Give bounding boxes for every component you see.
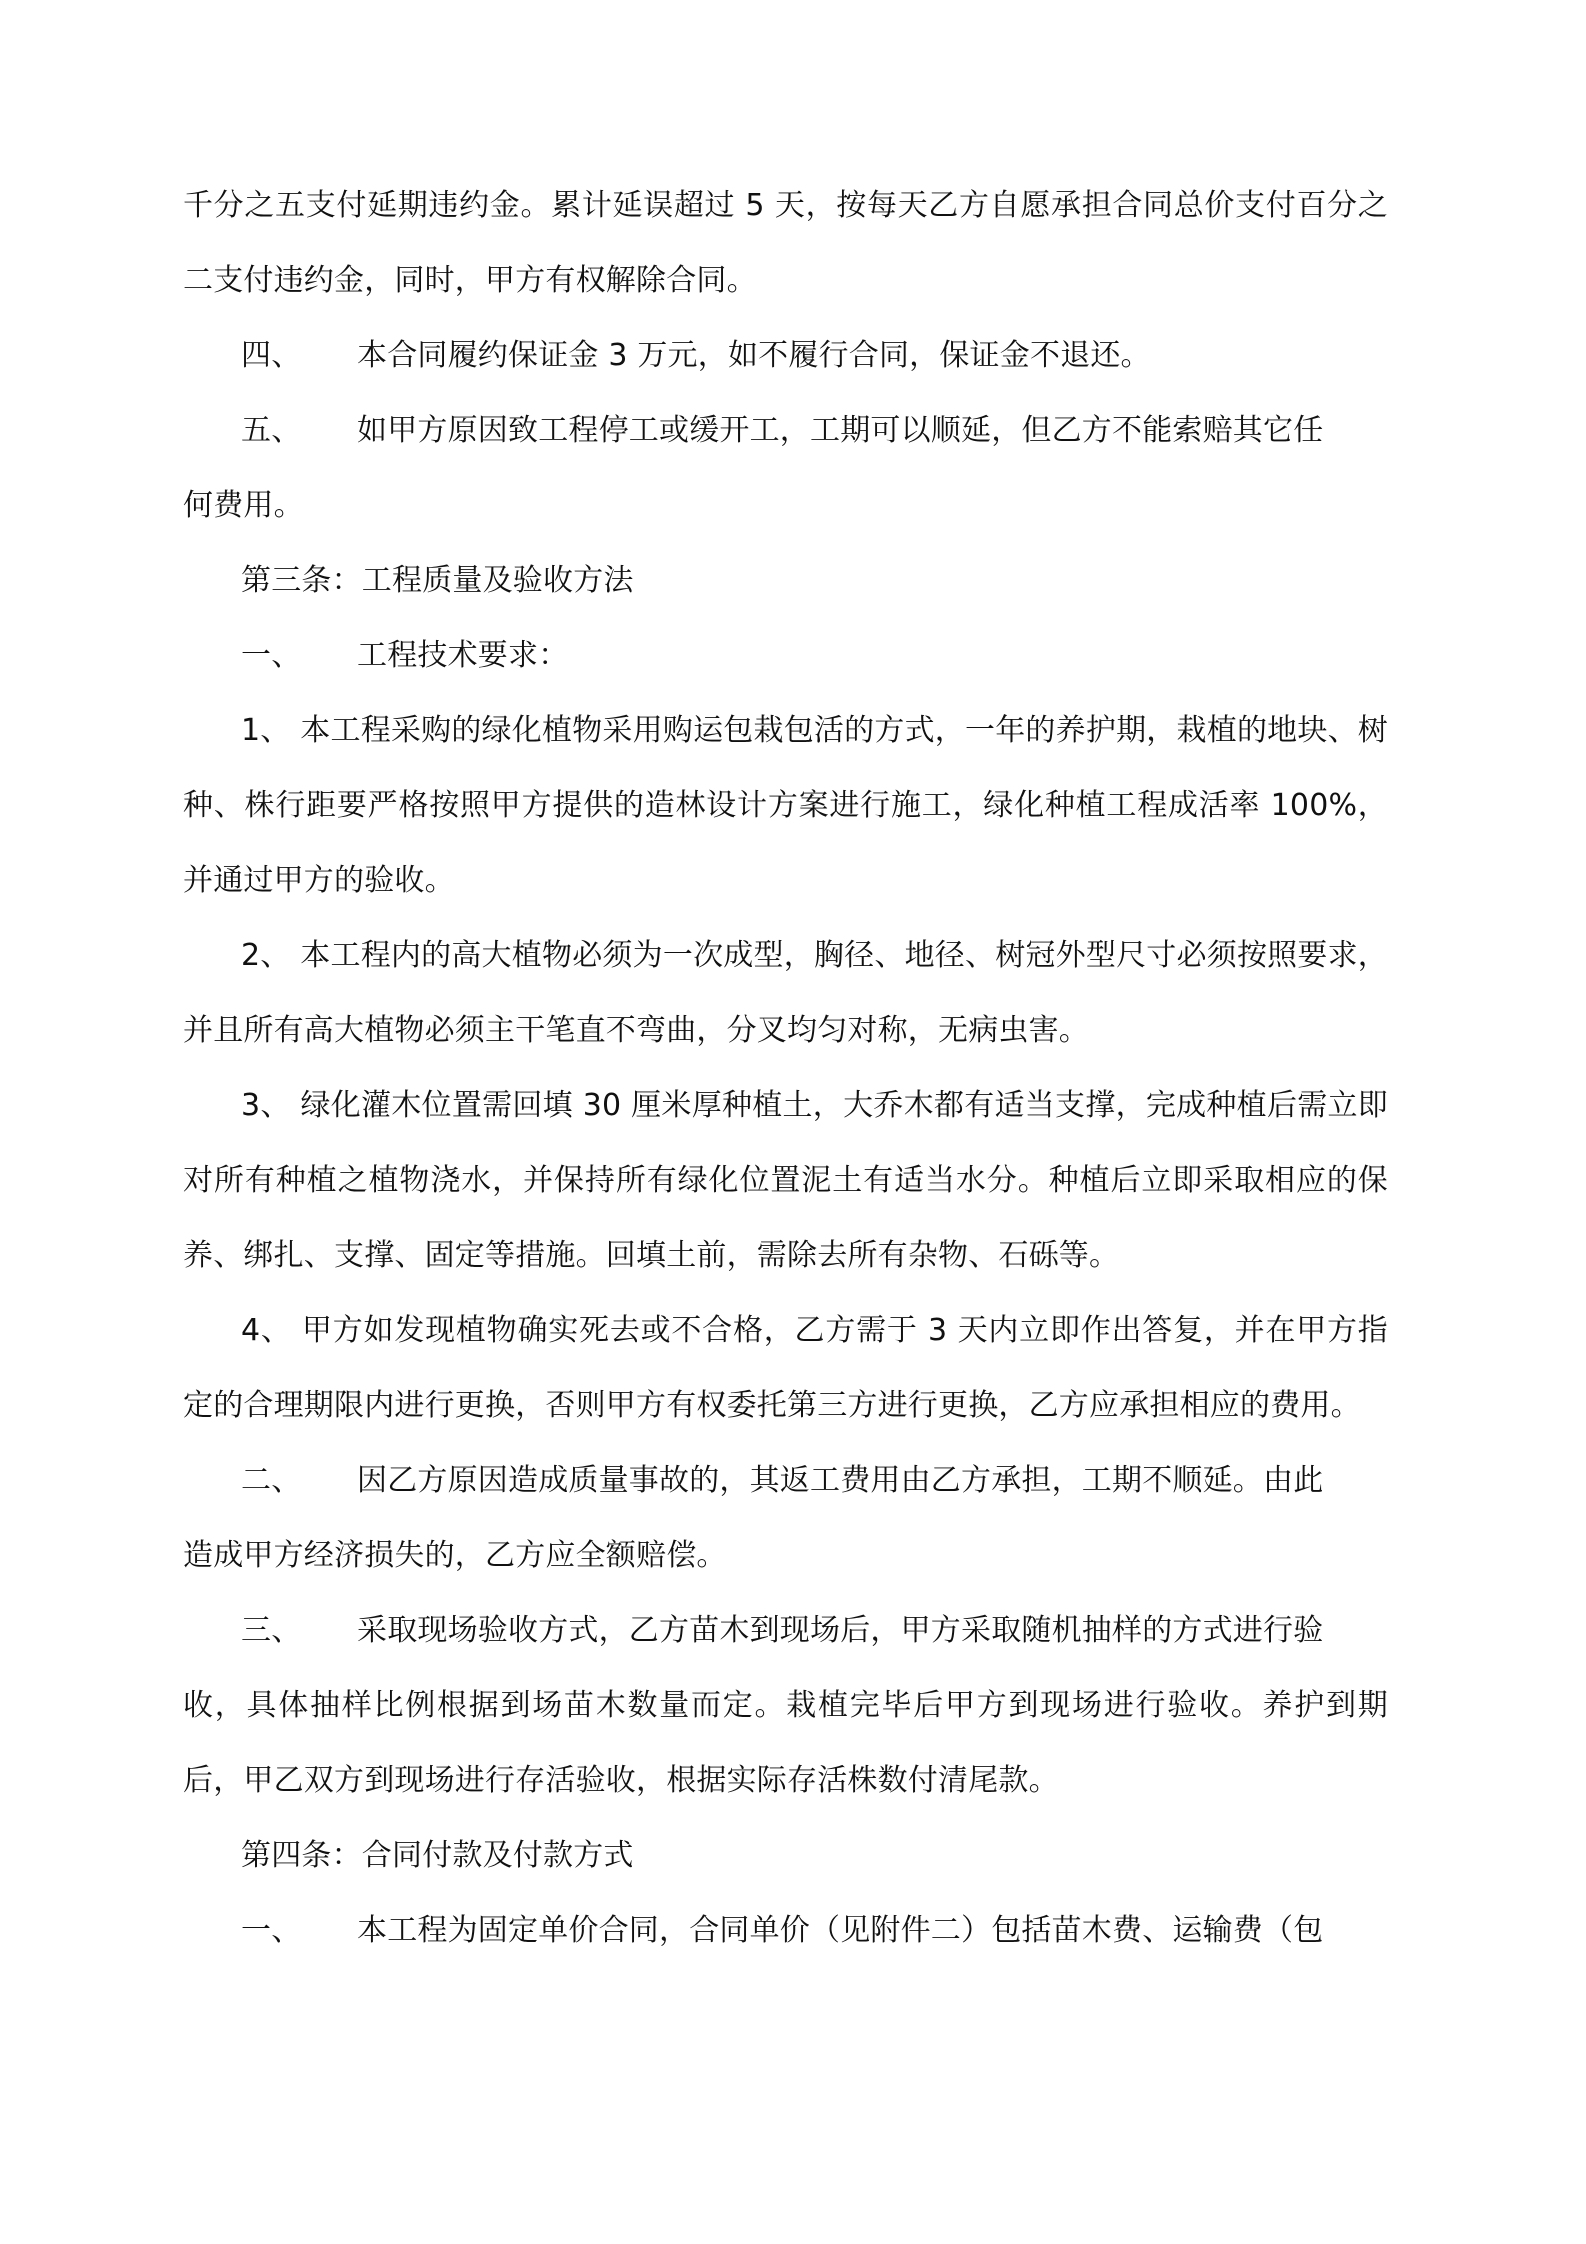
clause-number: 四、 [241,338,302,373]
clause-text: 工程技术要求： [357,638,569,673]
requirement-item-3: 3、 绿化灌木位置需回填 30 厘米厚种植土，大乔木都有适当支撑，完成种植后需立即对所有种植之植物浇水，并保持所有绿化位置泥土有适当水分。种植后立即采取相应的保养、绑扎、支撑、固定等措施。回填土前，需除去所有杂物、石砾等。 [183,1088,1388,1273]
requirement-item-2: 2、 本工程内的高大植物必须为一次成型，胸径、地径、树冠外型尺寸必须按照要求，并且所有高大植物必须主干笔直不弯曲，分叉均匀对称，无病虫害。 [183,938,1388,1048]
clause-two-quality-accident [183,1443,1388,1518]
clause-text: 本工程为固定单价合同，合同单价（见附件二）包括苗木费、运输费（包 [357,1913,1324,1948]
clause-five [183,393,1388,468]
document-body [183,168,1388,1968]
clause-number: 三、 [241,1613,302,1648]
section-heading-article-four: 第四条：合同付款及付款方式 [241,1838,634,1873]
clause-text: 因乙方原因造成质量事故的，其返工费用由乙方承担，工期不顺延。由此 [357,1463,1324,1498]
clause-one-tech-requirements [183,618,1388,693]
clause-three-acceptance [183,1593,1388,1668]
paragraph-penalty-continued: 千分之五支付延期违约金。累计延误超过 5 天，按每天乙方自愿承担合同总价支付百分之二支付违约金，同时，甲方有权解除合同。 [183,188,1388,298]
clause-number: 一、 [241,1913,302,1948]
clause-number: 二、 [241,1463,302,1498]
section-heading-article-three: 第三条：工程质量及验收方法 [241,563,634,598]
clause-four [183,318,1388,393]
clause-text: 采取现场验收方式，乙方苗木到现场后，甲方采取随机抽样的方式进行验 [357,1613,1324,1648]
clause-number: 一、 [241,638,302,673]
requirement-item-4: 4、 甲方如发现植物确实死去或不合格，乙方需于 3 天内立即作出答复，并在甲方指定的合理期限内进行更换，否则甲方有权委托第三方进行更换，乙方应承担相应的费用。 [183,1313,1388,1423]
clause-text-continued: 何费用。 [183,488,304,523]
clause-text: 本合同履约保证金 3 万元，如不履行合同，保证金不退还。 [357,338,1151,373]
clause-text-continued: 收，具体抽样比例根据到场苗木数量而定。栽植完毕后甲方到现场进行验收。养护到期后，甲乙双方到现场进行存活验收，根据实际存活株数付清尾款。 [183,1688,1388,1798]
requirement-item-1: 1、 本工程采购的绿化植物采用购运包栽包活的方式，一年的养护期，栽植的地块、树种、株行距要严格按照甲方提供的造林设计方案进行施工，绿化种植工程成活率 100%，并通过甲方的验收。 [183,713,1388,898]
clause-text: 如甲方原因致工程停工或缓开工，工期可以顺延，但乙方不能索赔其它任 [357,413,1324,448]
clause-text-continued: 造成甲方经济损失的，乙方应全额赔偿。 [183,1538,727,1573]
clause-one-fixed-price [183,1893,1388,1968]
clause-number: 五、 [241,413,302,448]
